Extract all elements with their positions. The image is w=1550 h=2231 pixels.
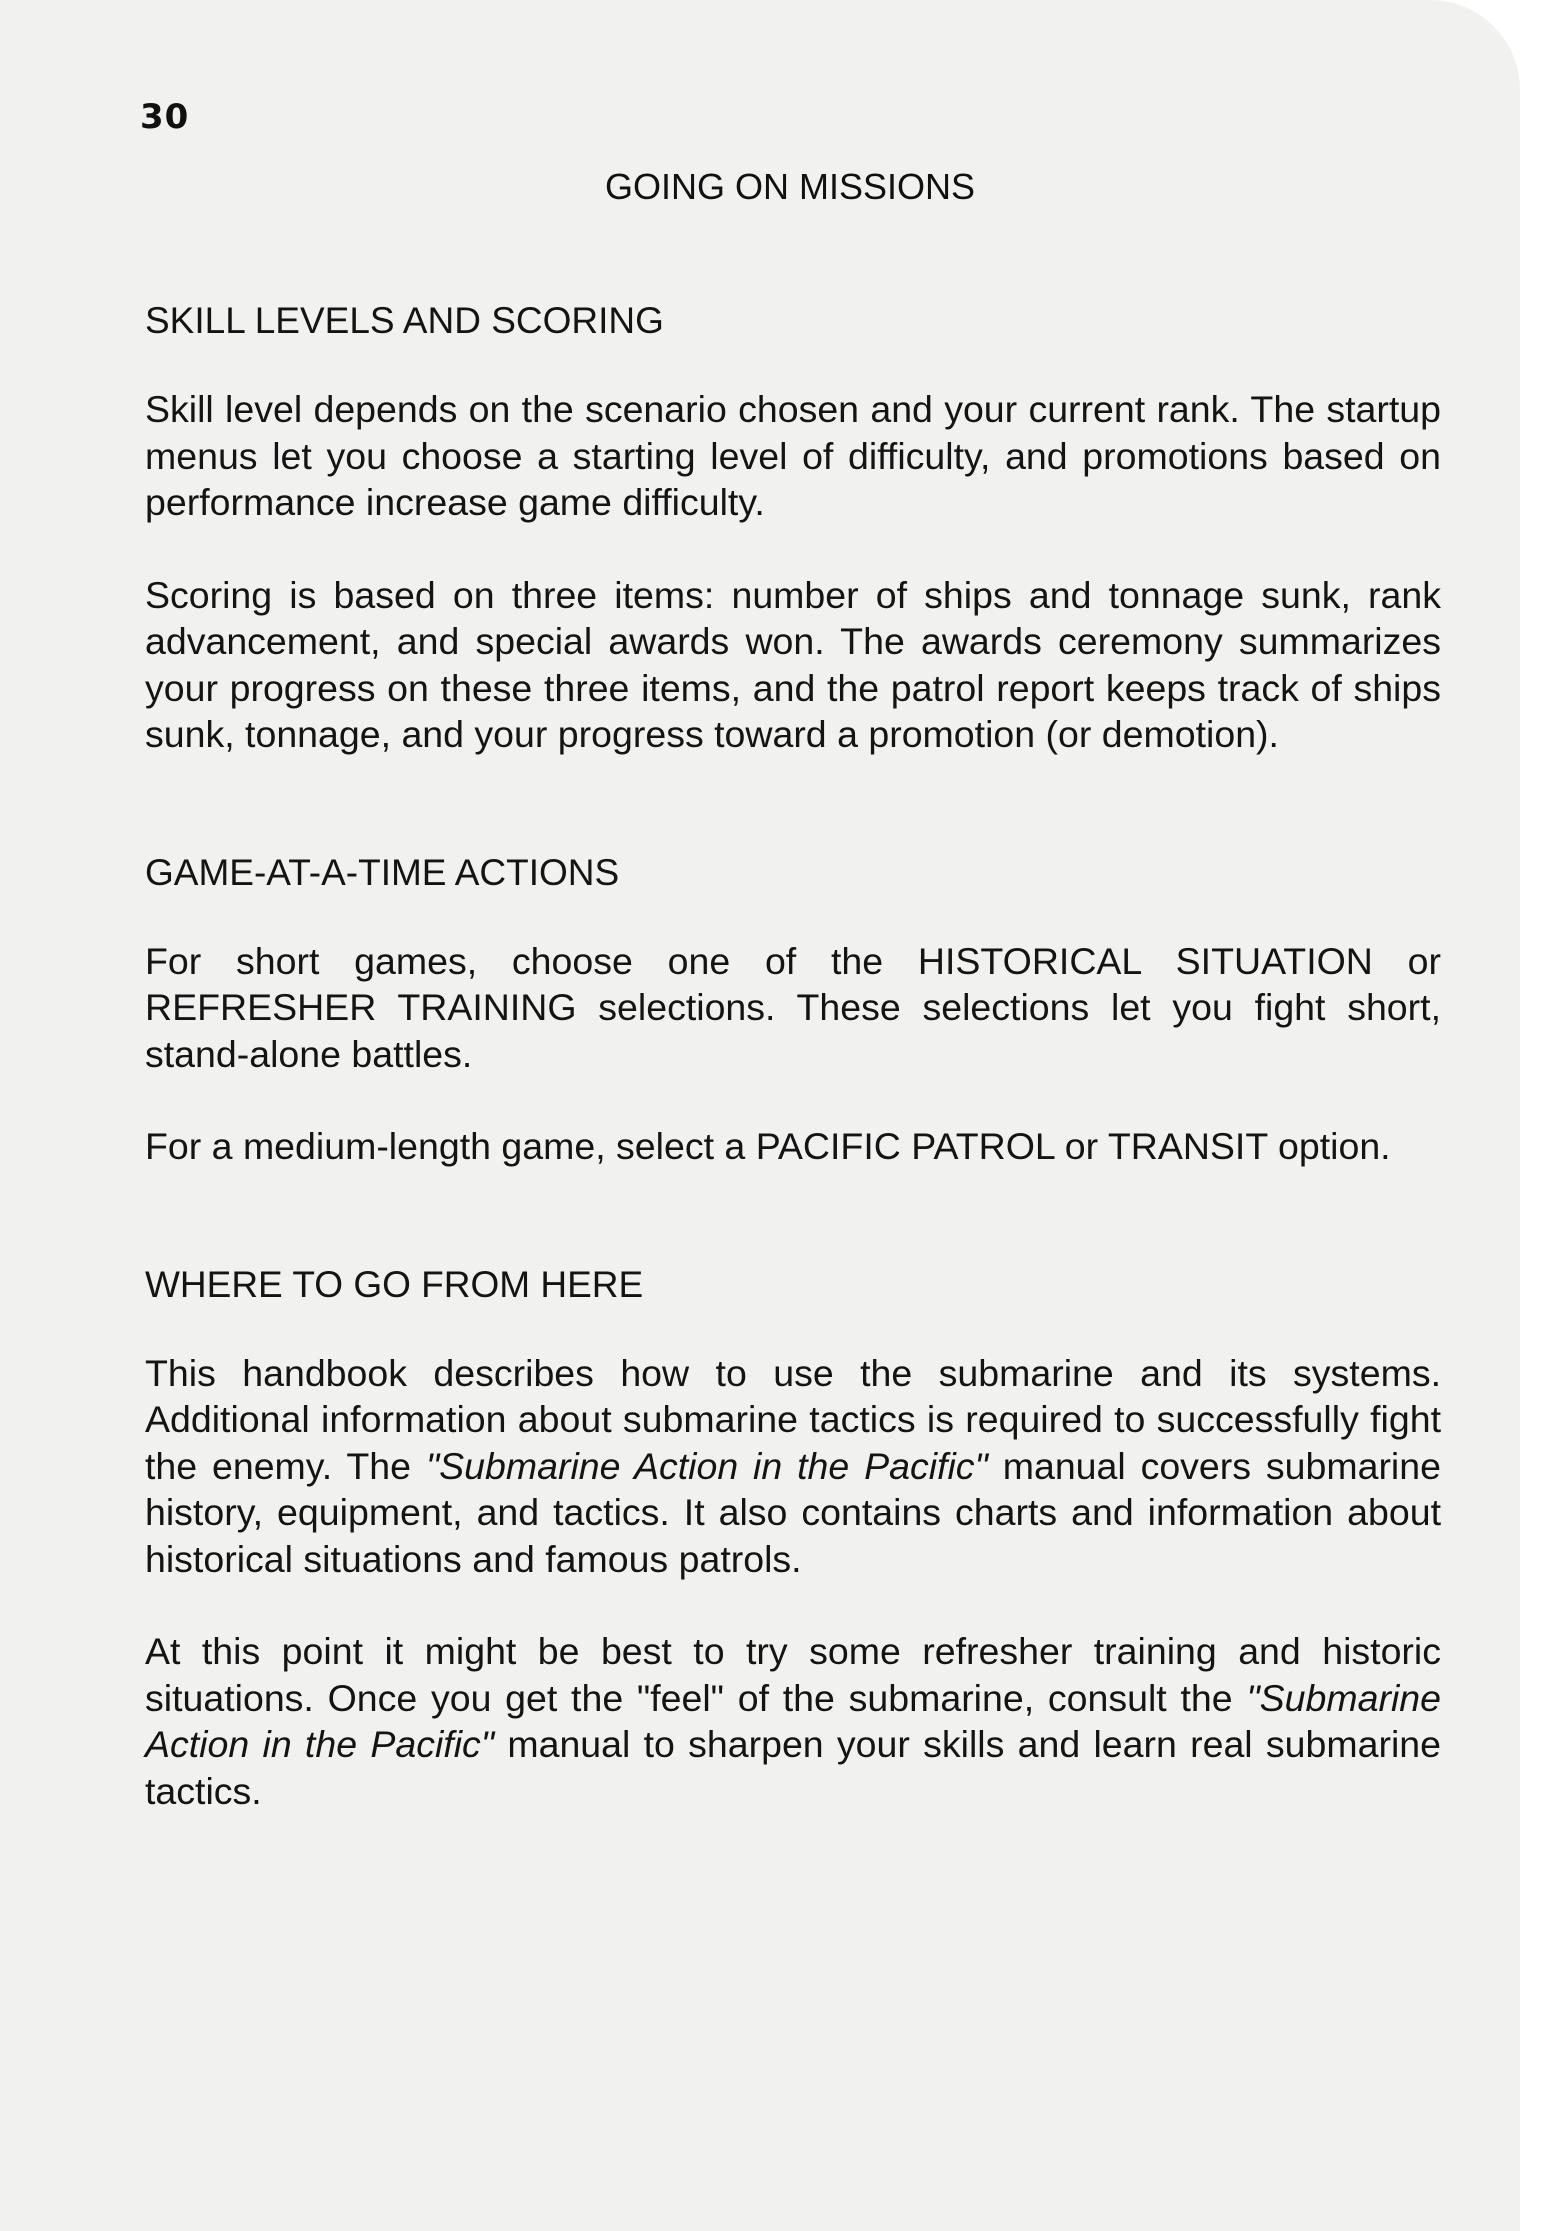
paragraph-handbook-text-2: manual covers submarine history, equipment, and tactics. It also contains charts and information about historical situations and famous patrols. xyxy=(145,1444,1441,1580)
chapter-title: GOING ON MISSIONS xyxy=(604,166,976,207)
paragraph-skill-level: Skill level depends on the scenario chosen and your current rank. The startup menus let you choose a starting level of difficulty, and promotions based on performance increase game difficulty. xyxy=(145,388,1441,523)
section-heading-game-at-a-time: GAME-AT-A-TIME ACTIONS xyxy=(145,851,620,893)
page-number: 30 xyxy=(140,97,190,137)
paragraph-medium-games: For a medium-length game, select a PACIFIC PATROL or TRANSIT option. xyxy=(145,1125,1391,1167)
page-content xyxy=(145,298,1441,1814)
paragraph-handbook-text-1: This handbook describes how to use the submarine and its systems. Additional information about submarine tactics is required to successfully fight the enemy. The xyxy=(145,1351,1441,1487)
paragraph-short-games: For short games, choose one of the HISTORICAL SITUATION or REFRESHER TRAINING selections. These selections let you fight short, stand-alone battles. xyxy=(145,939,1441,1075)
section-heading-skill-levels: SKILL LEVELS AND SCORING xyxy=(145,300,664,341)
paragraph-next-steps xyxy=(145,1628,1441,1814)
paragraph-handbook xyxy=(145,1350,1441,1583)
section-heading-where-to-go: WHERE TO GO FROM HERE xyxy=(145,1263,644,1305)
paragraph-next-steps-text-1: At this point it might be best to try some refresher training and historic situations. Once you get the "feel" of the submarine, consult the xyxy=(145,1630,1441,1719)
manual-title-reference: "Submarine Action in the Pacific" xyxy=(425,1444,988,1487)
paragraph-scoring: Scoring is based on three items: number of ships and tonnage sunk, rank advancement, and special awards won. The awards ceremony summarizes your progress on these three items, and the patrol report keeps track of ships sunk, tonnage, and your progress toward a promotion (or demotion). xyxy=(145,573,1441,755)
manual-title-reference: "Submarine Action in the Pacific" xyxy=(145,1676,1441,1765)
paragraph-next-steps-text-2: manual to sharpen your skills and learn real submarine tactics. xyxy=(145,1723,1441,1812)
